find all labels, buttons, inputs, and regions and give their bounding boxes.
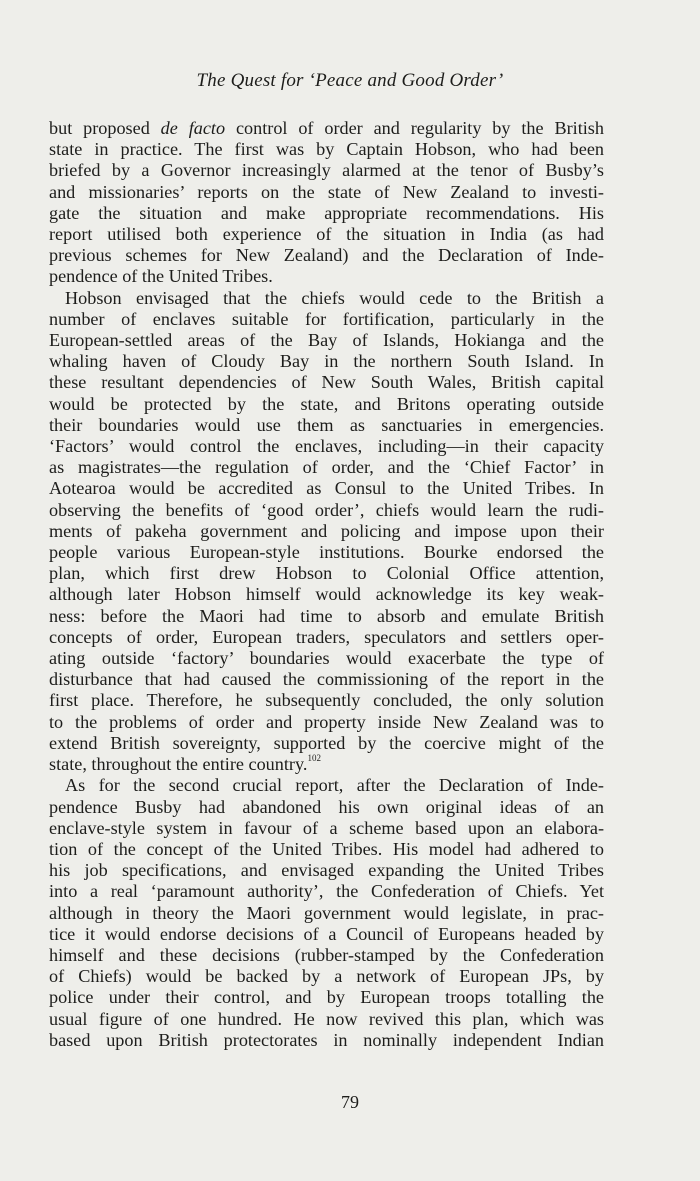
text-line [49, 542, 604, 563]
text-segment: extend British sovereignty, supported by the coercive might of the [49, 732, 604, 753]
text-segment: himself and these decisions (rubber-stamped by the Confederation [49, 944, 604, 965]
text-line [49, 648, 604, 669]
text-segment: state in practice. The first was by Captain Hobson, who had been [49, 139, 604, 160]
text-segment: but proposed [49, 118, 161, 138]
text-line [49, 118, 604, 139]
text-line [49, 797, 604, 818]
text-segment: usual figure of one hundred. He now revived this plan, which was [49, 1008, 604, 1029]
text-segment: observing the benefits of ‘good order’, chiefs would learn the rudi- [49, 499, 604, 520]
text-segment: gate the situation and make appropriate recommendations. His [49, 202, 604, 223]
footnote-ref: 102 [307, 753, 321, 764]
text-line [49, 903, 604, 924]
text-line [49, 818, 604, 839]
text-segment: Hobson envisaged that the chiefs would cede to the British a [65, 287, 604, 308]
text-segment: although in theory the Maori government would legislate, in prac- [49, 902, 604, 923]
text-segment: European-settled areas of the Bay of Islands, Hokianga and the [49, 330, 604, 351]
text-segment: as magistrates—the regulation of order, and the ‘Chief Factor’ in [49, 457, 604, 478]
text-segment: previous schemes for New Zealand) and the Declaration of Inde- [49, 245, 604, 266]
text-line [49, 351, 604, 372]
text-line [49, 330, 604, 351]
text-segment: plan, which first drew Hobson to Colonial Office attention, [49, 563, 604, 584]
text-line [49, 987, 604, 1008]
text-line [49, 563, 604, 584]
text-segment: their boundaries would use them as sanctuaries in emergencies. [49, 414, 604, 435]
text-line [49, 245, 604, 266]
text-segment: report utilised both experience of the situation in India (as had [49, 224, 604, 245]
text-segment: into a real ‘paramount authority’, the Confederation of Chiefs. Yet [49, 881, 604, 902]
text-line [49, 160, 604, 181]
text-line [49, 1030, 604, 1051]
text-line [49, 690, 604, 711]
text-line [49, 924, 604, 945]
text-segment: number of enclaves suitable for fortification, particularly in the [49, 308, 604, 329]
text-line [49, 478, 604, 499]
text-line [49, 182, 604, 203]
text-segment: ‘Factors’ would control the enclaves, including—in their capacity [49, 436, 604, 457]
text-segment: his job specifications, and envisaged expanding the United Tribes [49, 860, 604, 881]
text-segment: and missionaries’ reports on the state of New Zealand to investi- [49, 181, 604, 202]
page-number: 79 [341, 1092, 359, 1112]
text-line [49, 224, 604, 245]
text-line [49, 521, 604, 542]
text-segment: tice it would endorse decisions of a Council of Europeans headed by [49, 923, 604, 944]
text-segment: people various European-style institutions. Bourke endorsed the [49, 542, 604, 563]
text-segment: pendence of the United Tribes. [49, 266, 273, 287]
text-segment: to the problems of order and property inside New Zealand was to [49, 711, 604, 732]
text-segment: police under their control, and by European troops totalling the [49, 987, 604, 1008]
text-segment: although later Hobson himself would acknowledge its key weak- [49, 584, 604, 605]
text-line [49, 584, 604, 605]
text-line [49, 669, 604, 690]
text-line [49, 436, 604, 457]
text-line [49, 372, 604, 393]
text-segment: these resultant dependencies of New South Wales, British capital [49, 372, 604, 393]
text-line [49, 457, 604, 478]
text-line [49, 881, 604, 902]
text-segment: disturbance that had caused the commissioning of the report in the [49, 669, 604, 690]
body-text [49, 118, 604, 1051]
text-segment: As for the second crucial report, after the Declaration of Inde- [65, 775, 604, 796]
text-line [49, 754, 604, 775]
text-line [49, 733, 604, 754]
text-line [49, 606, 604, 627]
text-segment: Aotearoa would be accredited as Consul to the United Tribes. In [49, 478, 604, 499]
running-head: The Quest for ‘Peace and Good Order’ [196, 70, 504, 91]
text-line [49, 500, 604, 521]
text-segment: ness: before the Maori had time to absorb and emulate British [49, 605, 604, 626]
text-line [49, 203, 604, 224]
text-segment: of Chiefs) would be backed by a network of European JPs, by [49, 966, 604, 987]
text-line [49, 288, 604, 309]
text-line [49, 394, 604, 415]
text-line [49, 860, 604, 881]
text-segment: briefed by a Governor increasingly alarmed at the tenor of Busby’s [49, 160, 604, 181]
text-line [49, 266, 604, 287]
text-line [49, 966, 604, 987]
text-segment: ating outside ‘factory’ boundaries would exacerbate the type of [49, 648, 604, 669]
text-segment: enclave-style system in favour of a scheme based upon an elabora- [49, 817, 604, 838]
text-segment: first place. Therefore, he subsequently concluded, the only solution [49, 690, 604, 711]
text-segment: tion of the concept of the United Tribes. His model had adhered to [49, 838, 604, 859]
text-line [49, 415, 604, 436]
text-line [49, 1009, 604, 1030]
text-line [49, 309, 604, 330]
text-line [49, 775, 604, 796]
text-segment: whaling haven of Cloudy Bay in the northern South Island. In [49, 351, 604, 372]
text-line [49, 712, 604, 733]
text-line [49, 839, 604, 860]
text-segment: based upon British protectorates in nominally independent Indian [49, 1029, 604, 1050]
text-line [49, 945, 604, 966]
text-segment: pendence Busby had abandoned his own original ideas of an [49, 796, 604, 817]
text-segment: control of order and regularity by the British [225, 118, 604, 138]
text-segment: state, throughout the entire country. [49, 754, 308, 775]
text-segment: ments of pakeha government and policing and impose upon their [49, 520, 604, 541]
text-segment: concepts of order, European traders, speculators and settlers oper- [49, 626, 604, 647]
italic-phrase: de facto [160, 118, 226, 138]
text-line [49, 627, 604, 648]
text-line [49, 139, 604, 160]
text-segment: would be protected by the state, and Britons operating outside [49, 393, 604, 414]
